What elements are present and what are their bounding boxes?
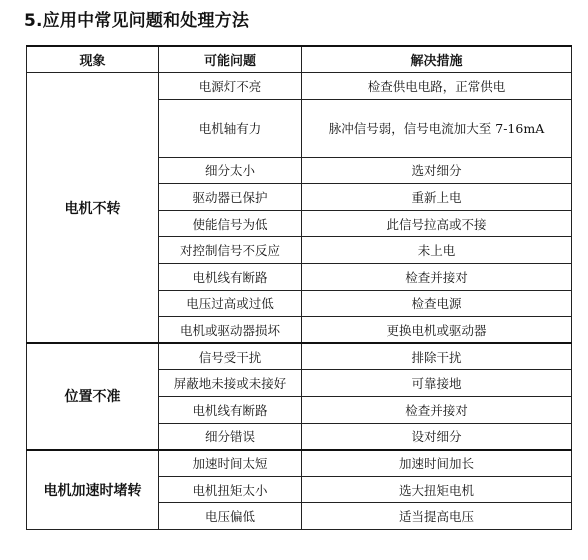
- problem-cell: 电机轴有力: [159, 99, 302, 157]
- solution-cell: 更换电机或驱动器: [302, 317, 572, 344]
- phenomenon-cell: 位置不准: [27, 343, 159, 449]
- solution-cell: 加速时间加长: [302, 450, 572, 477]
- problem-cell: 加速时间太短: [159, 450, 302, 477]
- problem-cell: 细分错误: [159, 423, 302, 450]
- solution-cell: 检查供电电路，正常供电: [302, 73, 572, 100]
- problem-cell: 电机线有断路: [159, 263, 302, 290]
- problem-cell: 细分太小: [159, 157, 302, 184]
- phenomenon-cell: 电机加速时堵转: [27, 450, 159, 530]
- table-body: [27, 73, 572, 530]
- solution-cell: 未上电: [302, 237, 572, 264]
- solution-cell: 脉冲信号弱，信号电流加大至 7-16mA: [302, 99, 572, 157]
- solution-cell: 此信号拉高或不接: [302, 210, 572, 237]
- problem-cell: 电源灯不亮: [159, 73, 302, 100]
- solution-cell: 适当提高电压: [302, 503, 572, 530]
- problem-cell: 电压偏低: [159, 503, 302, 530]
- problem-cell: 信号受干扰: [159, 343, 302, 370]
- troubleshooting-table: [26, 45, 572, 530]
- solution-cell: 选对细分: [302, 157, 572, 184]
- header-possible-problem: 可能问题: [159, 46, 302, 73]
- problem-cell: 对控制信号不反应: [159, 237, 302, 264]
- phenomenon-cell: 电机不转: [27, 73, 159, 344]
- section-title: 5.应用中常见问题和处理方法: [24, 11, 250, 31]
- solution-cell: 检查并接对: [302, 396, 572, 423]
- solution-cell: 可靠接地: [302, 370, 572, 397]
- solution-cell: 重新上电: [302, 184, 572, 211]
- table-header-row: [27, 46, 572, 73]
- header-solution: 解决措施: [302, 46, 572, 73]
- table-row: [27, 343, 572, 370]
- solution-cell: 检查并接对: [302, 263, 572, 290]
- header-phenomenon: 现象: [27, 46, 159, 73]
- problem-cell: 电压过高或过低: [159, 290, 302, 317]
- problem-cell: 使能信号为低: [159, 210, 302, 237]
- problem-cell: 电机或驱动器损坏: [159, 317, 302, 344]
- solution-cell: 设对细分: [302, 423, 572, 450]
- problem-cell: 电机扭矩太小: [159, 476, 302, 503]
- table-row: [27, 450, 572, 477]
- problem-cell: 驱动器已保护: [159, 184, 302, 211]
- table-row: [27, 73, 572, 100]
- problem-cell: 电机线有断路: [159, 396, 302, 423]
- solution-cell: 选大扭矩电机: [302, 476, 572, 503]
- problem-cell: 屏蔽地未接或未接好: [159, 370, 302, 397]
- solution-cell: 排除干扰: [302, 343, 572, 370]
- solution-cell: 检查电源: [302, 290, 572, 317]
